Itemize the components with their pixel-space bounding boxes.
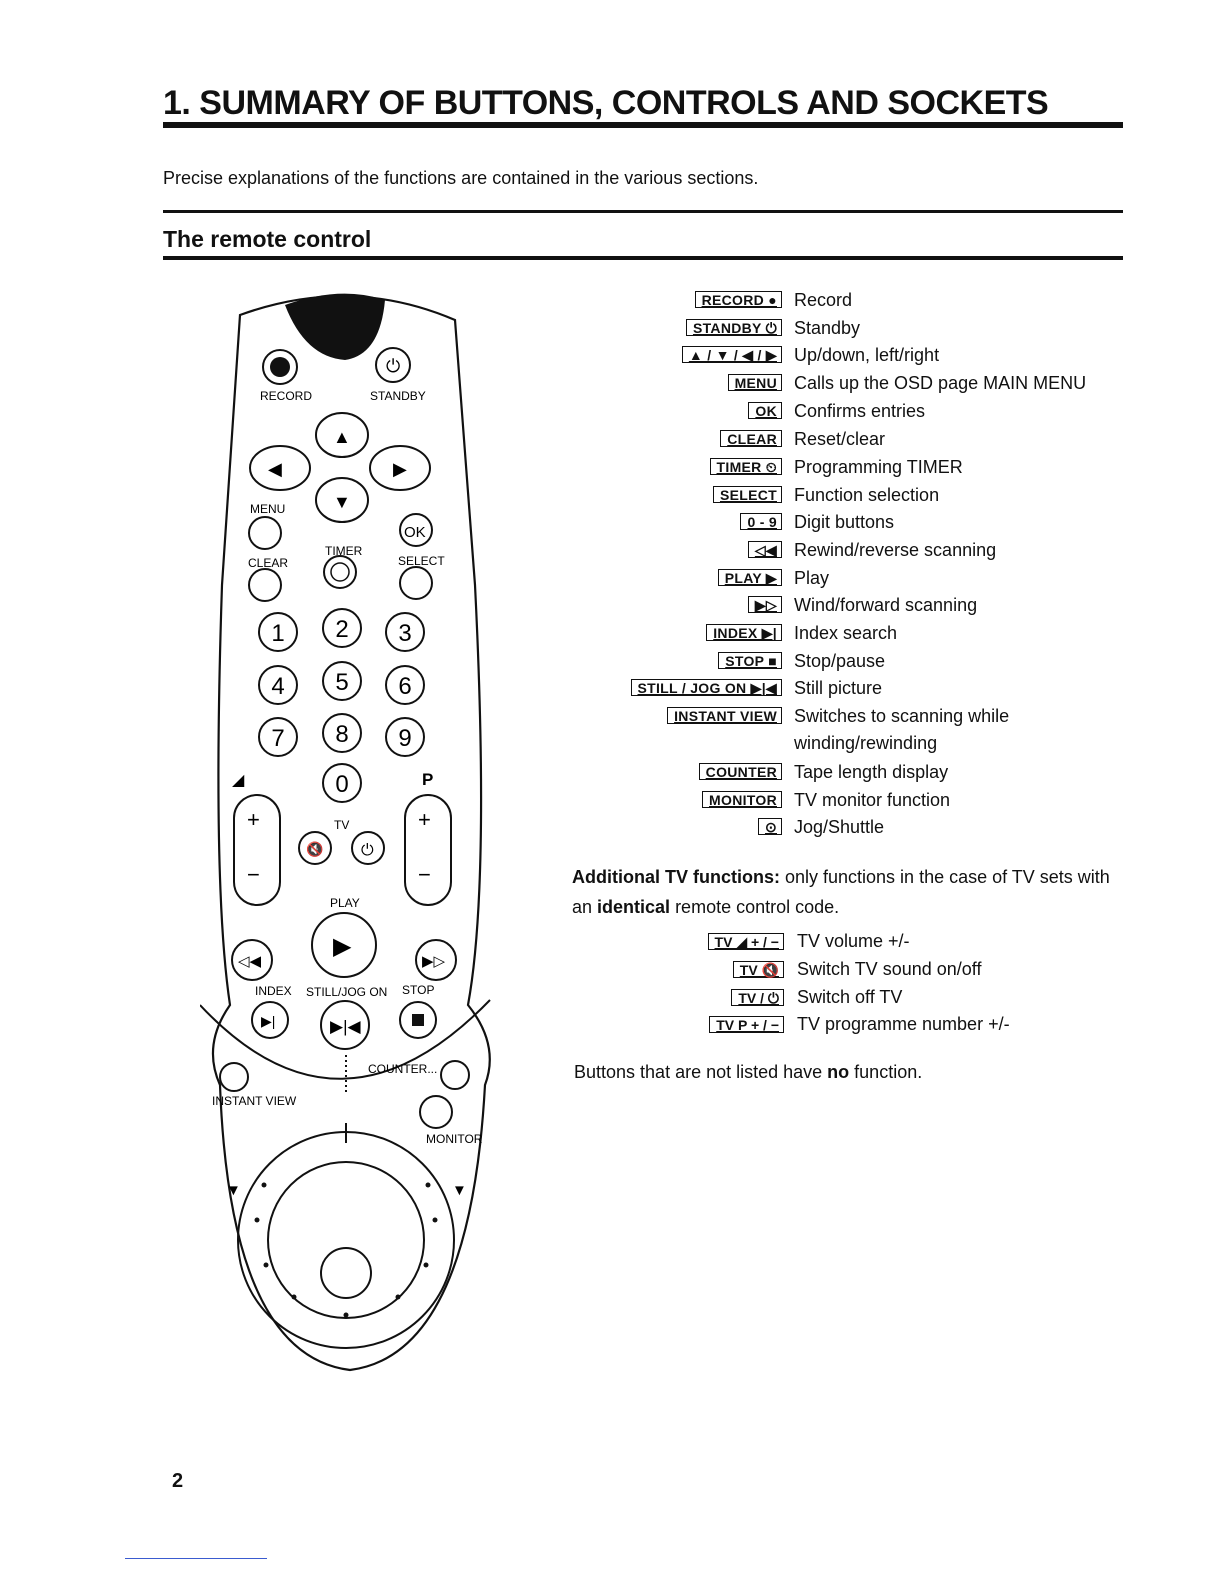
programme-plus-icon: + [418, 807, 431, 832]
counter-label: COUNTER... [368, 1062, 438, 1076]
key-digits: 0 - 9 [740, 513, 782, 530]
desc-tv-programme: TV programme number +/- [797, 1014, 1010, 1034]
still-jog-label: STILL/JOG ON [306, 985, 388, 999]
left-arrow-icon: ◀ [268, 459, 282, 479]
legend-row-select [560, 483, 1160, 509]
footer-note-before: Buttons that are not listed have [574, 1062, 828, 1082]
legend-row-clear [560, 427, 1160, 453]
standby-button-graphic [376, 348, 410, 382]
desc-standby: Standby [794, 318, 861, 338]
ok-label: OK [404, 524, 426, 541]
key-timer: TIMER ⏲ [710, 458, 782, 475]
select-button-graphic [400, 567, 432, 599]
key-forward: ▶▷ [748, 596, 782, 613]
key-ok: OK [748, 402, 782, 419]
desc-play: Play [794, 568, 830, 588]
desc-arrows: Up/down, left/right [794, 345, 940, 365]
section-title: The remote control [163, 226, 372, 252]
svg-text:▶|◀: ▶|◀ [330, 1017, 361, 1036]
desc-record: Record [794, 290, 853, 310]
legend-row-rewind [560, 538, 1160, 564]
legend-row-menu [560, 371, 1160, 397]
index-label: INDEX [255, 984, 292, 998]
digit-8: 8 [335, 721, 349, 748]
desc-timer: Programming TIMER [794, 457, 963, 477]
page-title: 1. SUMMARY OF BUTTONS, CONTROLS AND SOCKETS [163, 84, 1049, 122]
clear-label: CLEAR [248, 556, 289, 570]
monitor-button-graphic [420, 1096, 452, 1128]
tv-mute-button-graphic [299, 832, 331, 864]
digit-6: 6 [398, 673, 412, 700]
tv-label: TV [334, 818, 350, 832]
additional-text-1: only functions in the case of TV sets with an [572, 867, 1110, 917]
legend-row-instant-view [560, 704, 1160, 758]
legend-row-play [560, 566, 1160, 592]
key-arrows: ▲ / ▼ / ◀ / ▶ [682, 346, 782, 363]
menu-label: MENU [250, 502, 286, 516]
legend-row-standby [560, 316, 1160, 342]
remote-control-illustration [200, 285, 500, 1385]
legend-row-ok [560, 399, 1160, 425]
key-jog: ⊙ [758, 818, 782, 835]
key-tv-mute: TV 🔇 [733, 961, 784, 978]
shuttle-left-icon: ▼ [226, 1182, 241, 1199]
tv-legend-row-mute [560, 958, 1160, 984]
timer-button-graphic [324, 556, 356, 588]
desc-instant-view: Switches to scanning while [794, 706, 1010, 726]
ok-button-graphic [400, 514, 432, 546]
shuttle-right-icon: ▼ [452, 1182, 467, 1199]
svg-text:▶▷: ▶▷ [422, 953, 446, 970]
tv-legend-row-programme [560, 1013, 1160, 1039]
legend-row-counter [560, 760, 1160, 786]
p-label: P [422, 770, 434, 789]
desc-counter: Tape length display [794, 762, 949, 782]
title-rule [163, 122, 1123, 128]
select-label: SELECT [398, 554, 445, 568]
additional-identical: identical [597, 897, 671, 917]
monitor-label: MONITOR [426, 1132, 483, 1146]
desc-stop: Stop/pause [794, 651, 886, 671]
section-rule-bottom [163, 256, 1123, 260]
play-label: PLAY [330, 896, 360, 910]
key-play: PLAY ▶ [718, 569, 782, 586]
timer-label: TIMER [325, 544, 363, 558]
desc-clear: Reset/clear [794, 429, 886, 449]
digit-2: 2 [335, 616, 349, 643]
svg-text:▶: ▶ [333, 933, 352, 960]
desc-tv-mute: Switch TV sound on/off [797, 959, 982, 979]
tv-standby-button-graphic [352, 832, 384, 864]
programme-minus-icon: − [418, 862, 431, 887]
record-button-graphic [263, 350, 297, 384]
rewind-button-graphic [232, 940, 272, 980]
right-arrow-icon: ▶ [393, 459, 407, 479]
digit-5: 5 [335, 669, 349, 696]
digit-4: 4 [271, 673, 285, 700]
key-tv-volume: TV ◢ + / − [708, 933, 784, 950]
instant-view-label [212, 1094, 297, 1108]
legend-row-digits [560, 510, 1160, 536]
digit-9: 9 [398, 725, 412, 752]
tv-legend-row-volume [560, 930, 1160, 956]
additional-label: Additional TV functions: [572, 867, 780, 887]
desc-tv-off: Switch off TV [797, 987, 903, 1007]
desc-tv-volume: TV volume +/- [797, 931, 910, 951]
desc-forward: Wind/forward scanning [794, 595, 978, 615]
record-label: RECORD [260, 389, 313, 403]
footer-note-bold: no [827, 1062, 850, 1082]
key-rewind: ◁◀ [748, 541, 782, 558]
menu-button-graphic [249, 517, 281, 549]
svg-text:⏻: ⏻ [361, 842, 374, 859]
legend-row-record [560, 288, 1160, 314]
desc-still: Still picture [794, 678, 883, 698]
legend-row-monitor [560, 788, 1160, 814]
stop-label: STOP [402, 983, 435, 997]
legend-row-jog [560, 815, 1160, 841]
key-tv-programme: TV P + / − [709, 1016, 784, 1033]
bottom-rule [125, 1558, 267, 1559]
instant-view-label-text: INSTANT VIEW [212, 1094, 297, 1108]
desc-ok: Confirms entries [794, 401, 926, 421]
forward-button-graphic [416, 940, 456, 980]
legend-row-arrows [560, 343, 1160, 369]
key-monitor: MONITOR [702, 791, 782, 808]
down-arrow-icon: ▼ [333, 492, 351, 512]
legend-row-timer [560, 455, 1160, 481]
desc-menu: Calls up the OSD page MAIN MENU [794, 373, 1087, 393]
standby-label: STANDBY [370, 389, 426, 403]
legend-row-stop [560, 649, 1160, 675]
digit-0: 0 [335, 771, 349, 798]
key-clear: CLEAR [720, 430, 782, 447]
key-select: SELECT [713, 486, 782, 503]
desc-rewind: Rewind/reverse scanning [794, 540, 997, 560]
svg-text:🔇: 🔇 [306, 841, 324, 857]
counter-button-graphic [441, 1061, 469, 1089]
legend-row-index [560, 621, 1160, 647]
play-button-graphic [312, 913, 376, 977]
tv-legend-row-off [560, 986, 1160, 1012]
desc-digits: Digit buttons [794, 512, 895, 532]
desc-select: Function selection [794, 485, 940, 505]
page-number: 2 [172, 1470, 184, 1492]
key-standby: STANDBY ⏻ [686, 319, 782, 336]
key-counter: COUNTER [699, 763, 782, 780]
stop-button-graphic [400, 1002, 436, 1038]
legend-row-still [560, 676, 1160, 702]
legend-row-forward [560, 593, 1160, 619]
key-stop: STOP ■ [718, 652, 782, 669]
digit-7: 7 [271, 725, 285, 752]
desc-instant-view-line2: winding/rewinding [794, 733, 938, 753]
desc-index: Index search [794, 623, 898, 643]
still-button-graphic [321, 1001, 369, 1049]
volume-icon: ◢ [232, 772, 245, 789]
desc-jog: Jog/Shuttle [794, 817, 885, 837]
svg-text:▶|: ▶| [261, 1013, 276, 1029]
digit-1: 1 [271, 620, 285, 647]
key-still: STILL / JOG ON ▶|◀ [631, 679, 783, 696]
clear-button-graphic [249, 569, 281, 601]
additional-text-2: remote control code. [670, 897, 840, 917]
additional-tv-paragraph [572, 862, 1132, 922]
desc-monitor: TV monitor function [794, 790, 951, 810]
volume-minus-icon: − [247, 862, 260, 887]
key-tv-off: TV / ⏻ [731, 989, 784, 1006]
volume-plus-icon: + [247, 807, 260, 832]
section-rule-top [163, 210, 1123, 213]
svg-text:◁◀: ◁◀ [238, 953, 262, 970]
key-record: RECORD ● [695, 291, 782, 308]
digit-3: 3 [398, 620, 412, 647]
instant-view-button-graphic [220, 1063, 248, 1091]
key-menu: MENU [728, 374, 782, 391]
footer-note [574, 1062, 922, 1083]
remote-top-dome [285, 294, 385, 360]
key-index: INDEX ▶| [706, 624, 782, 641]
footer-note-after: function. [849, 1062, 923, 1082]
index-button-graphic [252, 1002, 288, 1038]
key-instant-view: INSTANT VIEW [667, 707, 782, 724]
up-arrow-icon: ▲ [333, 427, 351, 447]
intro-text: Precise explanations of the functions are contained in the various sections. [163, 168, 759, 188]
svg-text:⏻: ⏻ [386, 356, 401, 376]
